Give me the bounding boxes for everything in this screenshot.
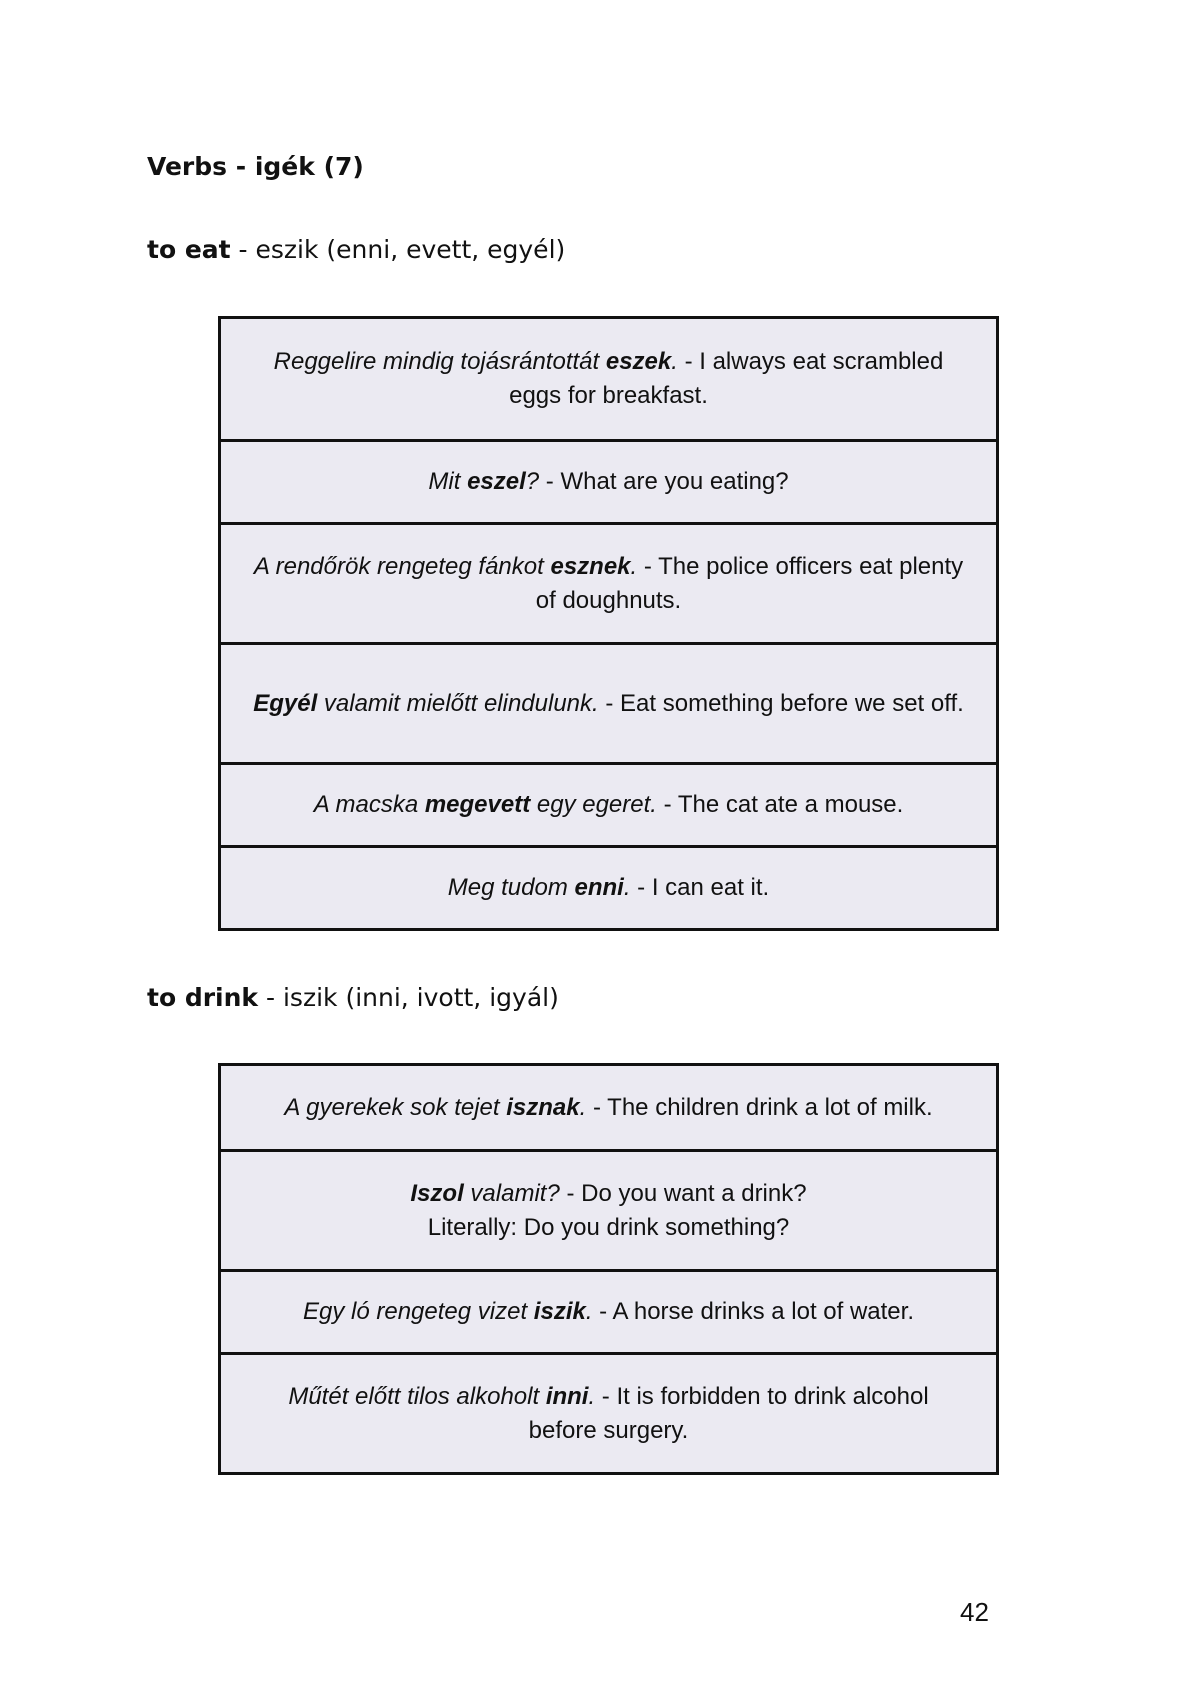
hungarian-post: .: [588, 1382, 596, 1410]
example-row: [221, 439, 996, 522]
english-translation: - I can eat it.: [630, 874, 770, 901]
example-row: [221, 522, 996, 642]
hungarian-post: .: [585, 1298, 593, 1325]
hungarian-pre: Meg tudom: [447, 874, 575, 901]
verb-english: to drink: [147, 983, 259, 1012]
hungarian-pre: A rendőrök rengeteg fánkot: [253, 552, 551, 580]
english-translation: - I always eat scrambled eggs for breakfast.: [509, 348, 944, 409]
english-translation: - The cat ate a mouse.: [656, 791, 904, 818]
page-number: 42: [960, 1597, 989, 1627]
hungarian-verb: megevett: [424, 791, 531, 818]
hungarian-pre: Műtét előtt tilos alkoholt: [288, 1382, 546, 1410]
hungarian-post: .: [579, 1093, 587, 1121]
literal-note: Literally: Do you drink something?: [427, 1213, 790, 1241]
hungarian-verb: eszek: [605, 348, 672, 375]
examples-table-eat: [218, 316, 999, 931]
english-translation: - Do you want a drink?: [559, 1179, 807, 1207]
page-title: Verbs - igék (7): [147, 152, 364, 181]
verb-heading-drink: [147, 982, 559, 1014]
english-translation: - It is forbidden to drink alcohol before surgery.: [528, 1382, 929, 1444]
hungarian-post: .: [623, 874, 631, 901]
hungarian-verb: isznak: [506, 1093, 580, 1121]
example-row: [221, 762, 996, 845]
hungarian-verb: esznek: [550, 552, 631, 580]
example-row: [221, 845, 996, 928]
hungarian-post: .: [630, 552, 638, 580]
example-row: [221, 1066, 996, 1149]
hungarian-post: .: [671, 348, 678, 375]
hungarian-verb: eszel: [467, 468, 526, 495]
hungarian-verb: iszik: [533, 1298, 586, 1325]
example-row: [221, 1352, 996, 1472]
verb-hungarian: - iszik (inni, ivott, igyál): [258, 983, 559, 1012]
english-translation: - A horse drinks a lot of water.: [592, 1298, 914, 1325]
english-translation: - The children drink a lot of milk.: [586, 1093, 933, 1121]
hungarian-pre: Mit: [428, 468, 468, 495]
hungarian-post: valamit mielőtt elindulunk.: [317, 689, 599, 717]
hungarian-pre: A macska: [313, 791, 425, 818]
hungarian-verb: Iszol: [410, 1179, 464, 1207]
hungarian-post: egy egeret.: [530, 791, 657, 818]
example-row: [221, 1149, 996, 1269]
hungarian-verb: inni: [545, 1382, 589, 1410]
hungarian-verb: enni: [574, 874, 624, 901]
english-translation: - The police officers eat plenty of doughnuts.: [535, 552, 964, 614]
examples-table-drink: [218, 1063, 999, 1475]
verb-english: to eat: [147, 235, 231, 264]
example-row: [221, 319, 996, 439]
hungarian-pre: Egy ló rengeteg vizet: [302, 1298, 534, 1325]
english-translation: - What are you eating?: [539, 468, 789, 495]
hungarian-pre: A gyerekek sok tejet: [284, 1093, 507, 1121]
verb-hungarian: - eszik (enni, evett, egyél): [230, 235, 566, 264]
hungarian-pre: Reggelire mindig tojásrántottát: [273, 348, 606, 375]
hungarian-verb: Egyél: [253, 689, 318, 717]
example-row: [221, 1269, 996, 1352]
example-row: [221, 642, 996, 762]
hungarian-post: ?: [525, 468, 540, 495]
english-translation: - Eat something before we set off.: [598, 689, 964, 717]
verb-heading-eat: [147, 234, 565, 266]
hungarian-post: valamit?: [463, 1179, 560, 1207]
